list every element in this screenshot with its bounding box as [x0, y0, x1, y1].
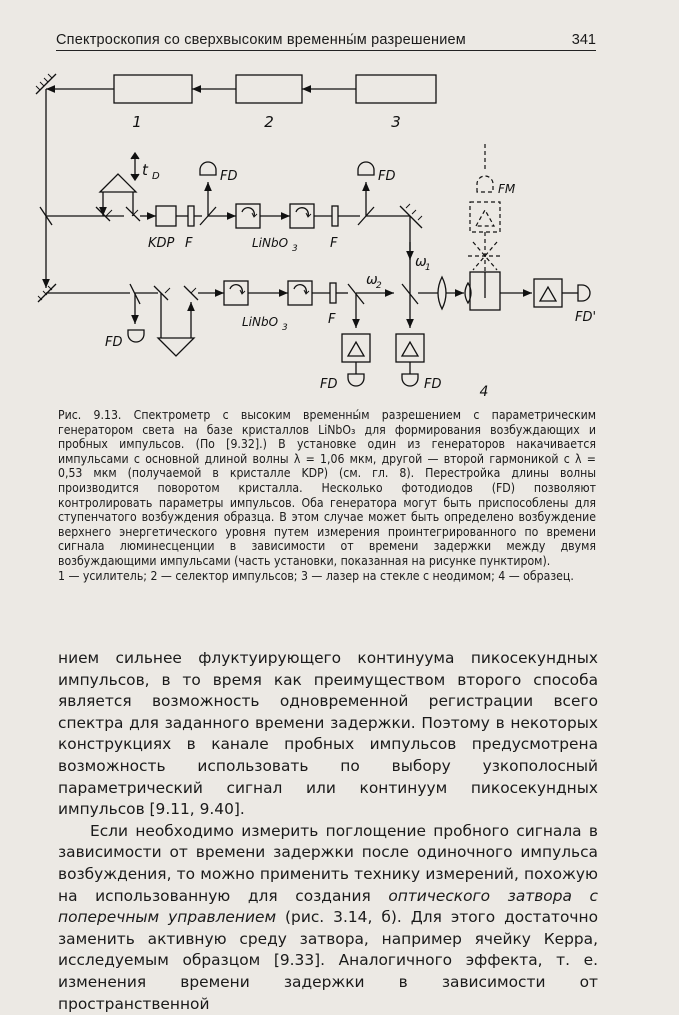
caption-legend: 1 — усилитель; 2 — селектор импульсов; 3 — лазер на стекле с неодимом; 4 — образец.	[58, 568, 574, 583]
td-label: t	[142, 161, 148, 179]
filter-label-2: F	[330, 236, 338, 251]
paragraph-2-end: (рис. 3.14, б). Для этого достаточно заменить активную среду затвора, например ячейку Керра, исследуемым образцом [9.33]. Аналогичного эффекта, т. е. изменения времени задержки в зависимости от пространственной	[58, 908, 599, 1013]
block-2-pulse-selector	[236, 75, 302, 103]
figure-caption	[58, 408, 596, 583]
omega2-sub: 2	[376, 281, 382, 291]
fd-label-bottom-2: FD	[424, 377, 442, 392]
fm-label: FM	[498, 182, 516, 196]
body-text	[58, 648, 598, 1015]
spectrometer-diagram	[30, 62, 620, 402]
linbo3-sub-bottom: 3	[282, 323, 288, 333]
paragraph-2-start: Если необходимо измерить поглощение пробного сигнала в зависимости от времени задержки после одиночного импульса возбуждения, то можно применить технику измерений, похожую на использованную для создания	[58, 821, 598, 905]
block-1-amplifier	[114, 75, 192, 103]
block-1-label: 1	[132, 113, 142, 131]
photodiode-fd-prime	[578, 285, 590, 301]
filter-label-1: F	[185, 236, 193, 251]
paragraph-2-emphasis: оптического затвора с поперечным управлением	[58, 886, 598, 927]
td-sub-label: D	[152, 171, 160, 182]
block-4-label: 4	[479, 384, 489, 400]
kdp-crystal	[156, 206, 176, 226]
linbo3-sub-top: 3	[292, 244, 298, 254]
caption-main: Рис. 9.13. Спектрометр с высоким временны́м разрешением с параметрическим генератором света на базе кристаллов LiNbO₃ для формирования возбуждающих и пробных импульсов. (По [9.32].) В установке один из генераторов накачивается импульсами с основной длиной волны λ = 1,06 мкм, другой — второй гармоникой с λ = 0,53 мкм (получаемой в кристалле KDP) (см. гл. 8). Перестройка длины волны производится поворотом кристалла. Несколько фотодиодов (FD) позволяют контролировать параметры импульсов. Оба генератора могут быть приспособлены для ступенчатого возбуждения образца. В этом случае может быть определено возбуждение верхнего энергетического уровня путем измерения проинтегрированного по времени сигнала люминесценции в зависимости от времени задержки между двумя возбуждающими импульсами (часть установки, показанная на рисунке пунктиром).	[58, 408, 596, 568]
linbo3-label-top: LiNbO	[252, 236, 289, 250]
running-header	[56, 28, 596, 51]
omega2-label: ω	[366, 272, 378, 288]
omega1-sub: 1	[425, 263, 431, 273]
omega1-label: ω	[415, 254, 427, 270]
paragraph-1: нием сильнее флуктуирующего континуума пикосекундных импульсов, в то время как преимуществом второго способа является возможность одновременной регистрации всего спектра для заданного времени задержки. Поэтому в некоторых конструкциях в канале пробных импульсов предусмотрена возможность использовать по выбору узкополосный параметрический сигнал или континуум пикосекундных импульсов [9.11, 9.40].	[58, 649, 598, 819]
filter-label-3: F	[328, 312, 336, 327]
kdp-label: KDP	[148, 236, 175, 251]
fd-label-top-2: FD	[378, 169, 396, 184]
linbo3-label-bottom: LiNbO	[242, 315, 279, 329]
fd-label-bottom-1: FD	[320, 377, 338, 392]
block-3-laser	[356, 75, 436, 103]
block-3-label: 3	[391, 113, 401, 131]
paragraph-2	[58, 821, 598, 1015]
block-2-label: 2	[264, 113, 274, 131]
fd-prime-label: FD'	[575, 310, 597, 325]
fd-label-lower-left: FD	[105, 335, 123, 350]
page-number: 341	[571, 32, 596, 48]
fd-label-top-1: FD	[220, 169, 238, 184]
photodiode-fd-lower-left	[128, 330, 144, 342]
running-title: Спектроскопия со сверхвысоким временны́м разрешением	[56, 32, 466, 48]
filter	[188, 206, 194, 226]
